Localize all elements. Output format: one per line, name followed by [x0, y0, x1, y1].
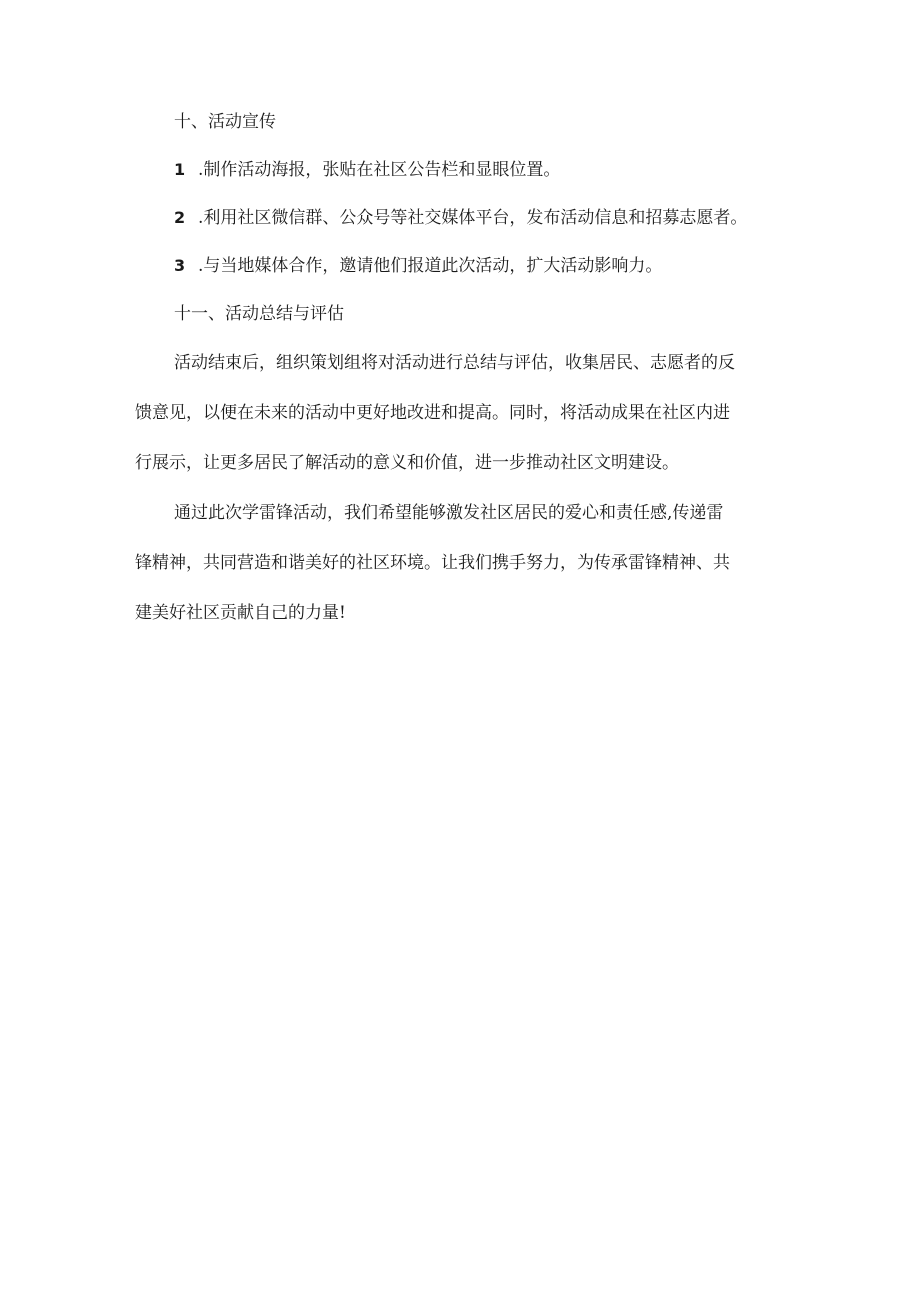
section-10-heading: 十、活动宣传 — [174, 112, 276, 132]
list-item-number: 1 — [174, 160, 186, 179]
document-page — [135, 98, 815, 638]
list-item — [135, 194, 815, 242]
paragraph-line: 活动结束后，组织策划组将对活动进行总结与评估，收集居民、志愿者的反 — [174, 353, 735, 373]
paragraph-line: 锋精神，共同营造和谐美好的社区环境。让我们携手努力，为传承雷锋精神、共 — [135, 553, 730, 573]
list-item-text: .制作活动海报，张贴在社区公告栏和显眼位置。 — [198, 160, 561, 180]
closing-paragraph — [135, 488, 815, 638]
list-item — [135, 242, 815, 290]
paragraph-line: 馈意见，以便在未来的活动中更好地改进和提高。同时，将活动成果在社区内进 — [135, 403, 730, 423]
paragraph-line: 建美好社区贡献自己的力量! — [135, 603, 346, 623]
list-item — [135, 146, 815, 194]
paragraph-line: 行展示，让更多居民了解活动的意义和价值，进一步推动社区文明建设。 — [135, 453, 679, 473]
section-11-heading: 十一、活动总结与评估 — [174, 304, 344, 324]
paragraph-line: 通过此次学雷锋活动，我们希望能够激发社区居民的爱心和责任感,传递雷 — [174, 503, 724, 523]
summary-paragraph — [135, 338, 815, 488]
list-item-number: 2 — [174, 208, 186, 227]
list-item-number: 3 — [174, 256, 186, 275]
list-item-text: .与当地媒体合作，邀请他们报道此次活动，扩大活动影响力。 — [198, 256, 663, 276]
list-item-text: .利用社区微信群、公众号等社交媒体平台，发布活动信息和招募志愿者。 — [198, 208, 748, 228]
